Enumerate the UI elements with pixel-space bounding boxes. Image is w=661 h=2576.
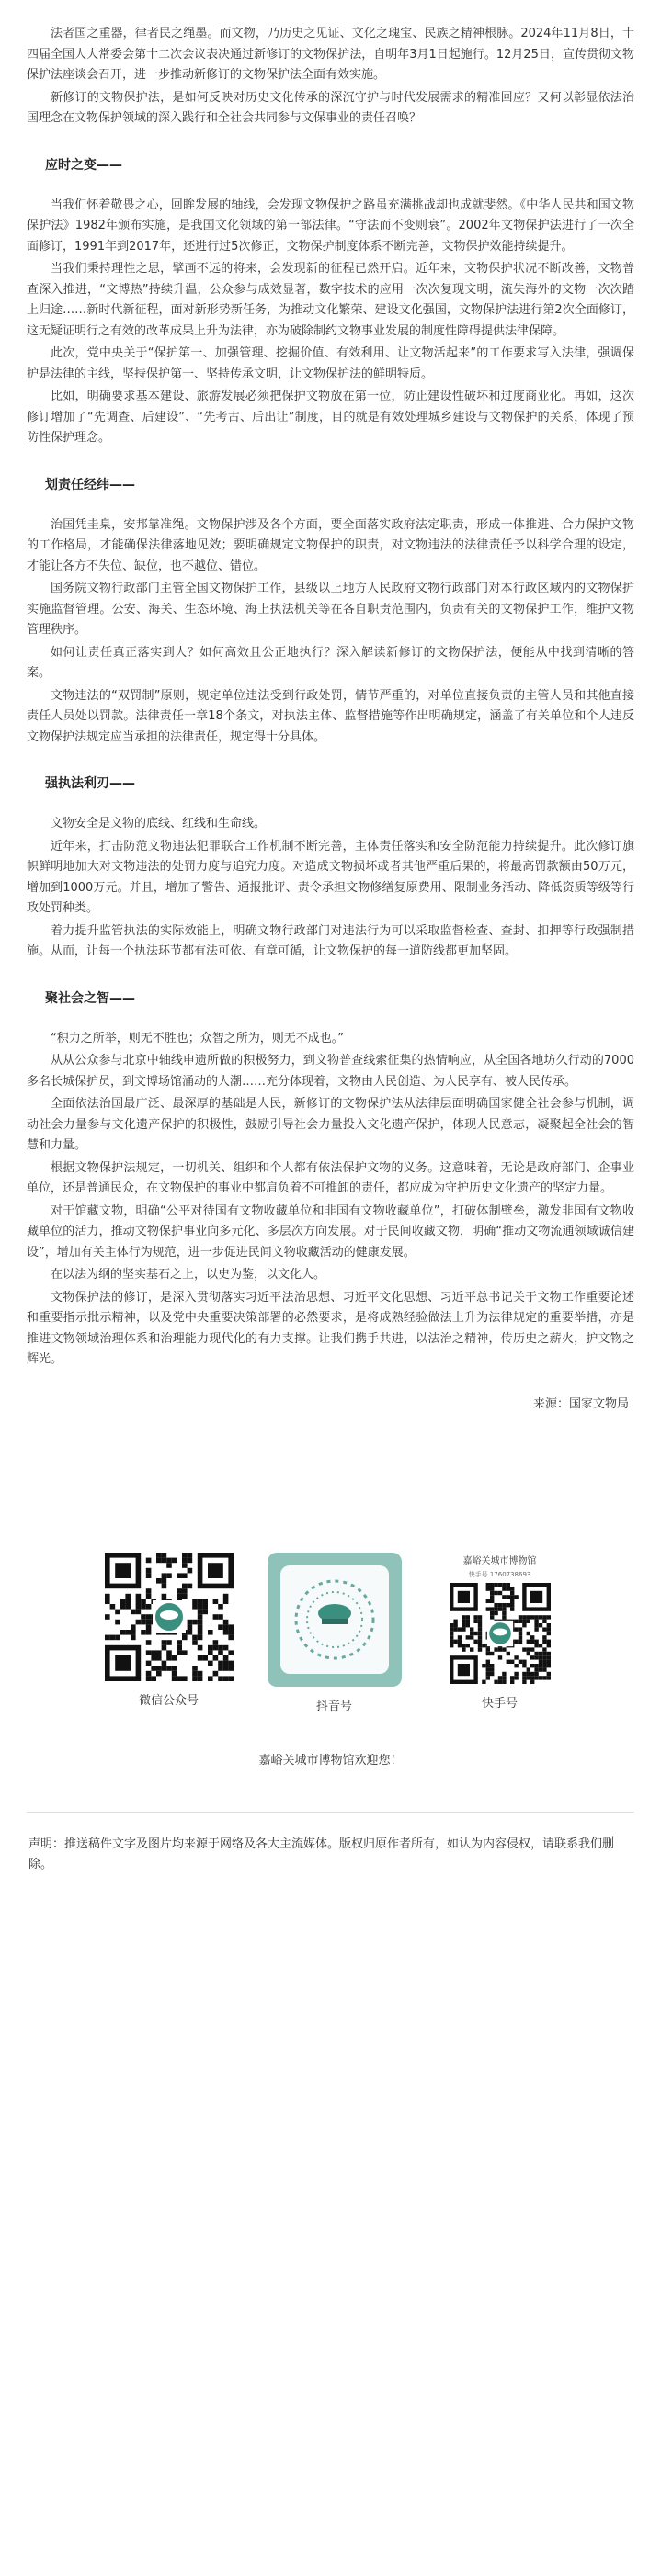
- kuaishou-qr-caption: 快手号: [481, 1696, 518, 1711]
- section-paragraph: 文物违法的“双罚制”原则，规定单位违法受到行政处罚，情节严重的，对单位直接负责的主管人员和其他直接责任人员处以罚款。法律责任一章18个条文，对执法主体、监督措施等作出明确规定，涵盖了有关单位和个人违反文物保护法规定应当承担的法律责任，规定得十分具体。: [27, 688, 634, 744]
- section-paragraph: 近年来，打击防范文物违法犯罪联合工作机制不断完善，主体责任落实和安全防范能力持续提升。此次修订旗帜鲜明地加大对文物违法的处罚力度与追究力度。对造成文物损坏或者其他严重后果的，将最高罚款额由50万元，增加到1000万元。并且，增加了警告、通报批评、责令承担文物修缮复原费用、限制业务活动、降低资质等级等行政处罚种类。: [27, 839, 634, 915]
- section-society: [27, 989, 634, 1371]
- kuaishou-qr-icon[interactable]: [450, 1583, 551, 1684]
- section-paragraph: 着力提升监管执法的实际效能上，明确文物行政部门对违法行为可以采取监督检查、查封、扣押等行政强制措施。从而，让每一个执法环节都有法可依、有章可循，让文物保护的每一道防线都更加坚固。: [27, 923, 634, 958]
- douyin-qr-caption: 抖音号: [315, 1699, 352, 1713]
- section-responsibility: [27, 475, 634, 749]
- source-credit: 来源：国家文物局: [532, 1396, 629, 1411]
- section-paragraph: 根据文物保护法规定，一切机关、组织和个人都有依法保护文物的义务。这意味着，无论是政府部门、企事业单位，还是普通民众，在文物保护的事业中都肩负着不可推卸的责任，都应成为守护历史文化遗产的坚定力量。: [27, 1160, 634, 1195]
- wechat-qr-icon[interactable]: [105, 1553, 234, 1681]
- qr-code-row: [27, 1553, 634, 1713]
- quote: “积力之所举，则无不胜也；众智之所为，则无不成也。”: [51, 1031, 344, 1045]
- douyin-qr-icon[interactable]: [268, 1553, 402, 1687]
- section-title: 应时之变——: [45, 157, 122, 173]
- intro-paragraph: 新修订的文物保护法，是如何反映对历史文化传承的深沉守护与时代发展需求的精准回应？又何以彰显依法治国理念在文物保护领域的深入践行和全社会共同参与文保事业的责任召唤？: [27, 90, 634, 125]
- welcome-text: 嘉峪关城市博物馆欢迎您！: [258, 1753, 403, 1768]
- section-paragraph: 此次，党中央关于“保护第一、加强管理、挖掘价值、有效利用、让文物活起来”的工作要求写入法律，强调保护是法律的主线，坚持保护第一、坚持传承文明，让文物保护法的鲜明特质。: [27, 346, 634, 381]
- section-paragraph: 全面依法治国最广泛、最深厚的基础是人民，新修订的文物保护法从法律层面明确国家健全社会参与机制，调动社会力量参与文化遗产保护的积极性，鼓励引导社会力量投入文化遗产保护，体现人民意志，凝聚起全社会的智慧和力量。: [27, 1097, 634, 1152]
- section-paragraph: 当我们秉持理性之思，擘画不远的将来，会发现新的征程已然开启。近年来，文物保护状况不断改善，文物普查深入推进，“文博热”持续升温，公众参与成效显著，数字技术的应用一次次复现文明，流失海外的文物一次次踏上归途……新时代新征程，面对新形势新任务，为推动文化繁荣、建设文化强国，文物保护法进行第2次全面修订，这无疑证明行之有效的改革成果上升为法律，亦为破除制约文物事业发展的制度性障碍提供法律保障。: [27, 262, 634, 338]
- kuaishou-qr-header: 嘉峪关城市博物馆: [462, 1555, 537, 1566]
- divider: [27, 1812, 634, 1813]
- section-title: 划责任经纬——: [45, 477, 135, 492]
- section-paragraph: 文物保护法的修订，是深入贯彻落实习近平法治思想、习近平文化思想、习近平总书记关于文物工作重要论述和重要指示批示精神，以及党中央重要决策部署的必然要求，是将成熟经验做法上升为法律规定的重要举措，亦是推进文物领域治理体系和治理能力现代化的有力支撑。让我们携手共进，以法治之精神，传历史之薪火，护文物之辉光。: [27, 1290, 634, 1366]
- section-paragraph: 如何让责任真正落实到人？如何高效且公正地执行？深入解读新修订的文物保护法，便能从中找到清晰的答案。: [27, 645, 634, 680]
- section-adapt: [27, 155, 634, 449]
- section-title: 聚社会之智——: [45, 990, 135, 1006]
- section-paragraph: 国务院文物行政部门主管全国文物保护工作，县级以上地方人民政府文物行政部门对本行政区域内的文物保护实施监督管理。公安、海关、生态环境、海上执法机关等在各自职责范围内，负责有关的文物保护工作，维护文物管理秩序。: [27, 582, 634, 637]
- wechat-qr-caption: 微信公众号: [138, 1693, 199, 1708]
- section-paragraph: 当我们怀着敬畏之心，回眸发展的轴线，会发现文物保护之路虽充满挑战却也成就斐然。《中华人民共和国文物保护法》1982年颁布实施，是我国文化领域的第一部法律。“守法而不变则衰”。2002年文物保护法进行了一次全面修订，1991年到2017年，还进行过5次修正，文物保护制度体系不断完善，文物保护效能持续提升。: [27, 198, 634, 254]
- section-paragraph: 文物安全是文物的底线、红线和生命线。: [51, 817, 267, 830]
- kuaishou-qr-subheader: 快手号 1760738693: [468, 1570, 531, 1578]
- kuaishou-qr-card[interactable]: [431, 1553, 569, 1713]
- section-paragraph: 从从公众参与北京中轴线申遗所做的积极努力，到文物普查线索征集的热情响应，从全国各地坊久行动的7000多名长城保护员，到文博场馆涌动的人潮……充分体现着，文物由人民创造、为人民享有、被人民传承。: [27, 1054, 634, 1089]
- section-paragraph: 对于馆藏文物，明确“公平对待国有文物收藏单位和非国有文物收藏单位”，打破体制壁垒，激发非国有文物收藏单位的活力，推动文物保护事业向多元化、多层次方向发展。对于民间收藏文物，明确“推动文物流通领域诚信建设”，增加有关主体行为规范，进一步促进民间文物收藏活动的健康发展。: [27, 1203, 634, 1260]
- section-enforcement: [27, 774, 634, 963]
- section-paragraph: 在以法为纲的坚实基石之上，以史为鉴，以文化人。: [51, 1268, 326, 1282]
- section-paragraph: 比如，明确要求基本建设、旅游发展必须把保护文物放在第一位，防止建设性破坏和过度商业化。再如，这次修订增加了“先调查、后建设”、“先考古、后出让”制度，目的就是有效处理城乡建设与文物保护的关系，体现了预防性保护理念。: [27, 390, 634, 445]
- intro-block: [27, 24, 634, 130]
- wechat-qr-card[interactable]: [100, 1553, 238, 1713]
- intro-paragraph: 法者国之重器，律者民之绳墨。而文物，乃历史之见证、文化之瑰宝、民族之精神根脉。2024年11月8日，十四届全国人大常委会第十二次会议表决通过新修订的文物保护法，自明年3月1日起施行。12月25日，宣传贯彻文物保护法座谈会召开，进一步推动新修订的文物保护法全面有效实施。: [27, 27, 634, 82]
- douyin-qr-card[interactable]: [266, 1553, 404, 1713]
- disclaimer: 声明：推送稿件文字及图片均来源于网络及各大主流媒体。版权归原作者所有，如认为内容侵权，请联系我们删除。: [28, 1836, 615, 1871]
- section-paragraph: 治国凭圭臬，安邦靠准绳。文物保护涉及各个方面，要全面落实政府法定职责，形成一体推进、合力保护文物的工作格局，才能确保法律落地见效；要明确规定文物保护的职责，对文物违法的法律责任予以科学合理的设定，才能让各方不失位、缺位，也不越位、错位。: [27, 517, 634, 573]
- section-title: 强执法利刃——: [45, 776, 135, 791]
